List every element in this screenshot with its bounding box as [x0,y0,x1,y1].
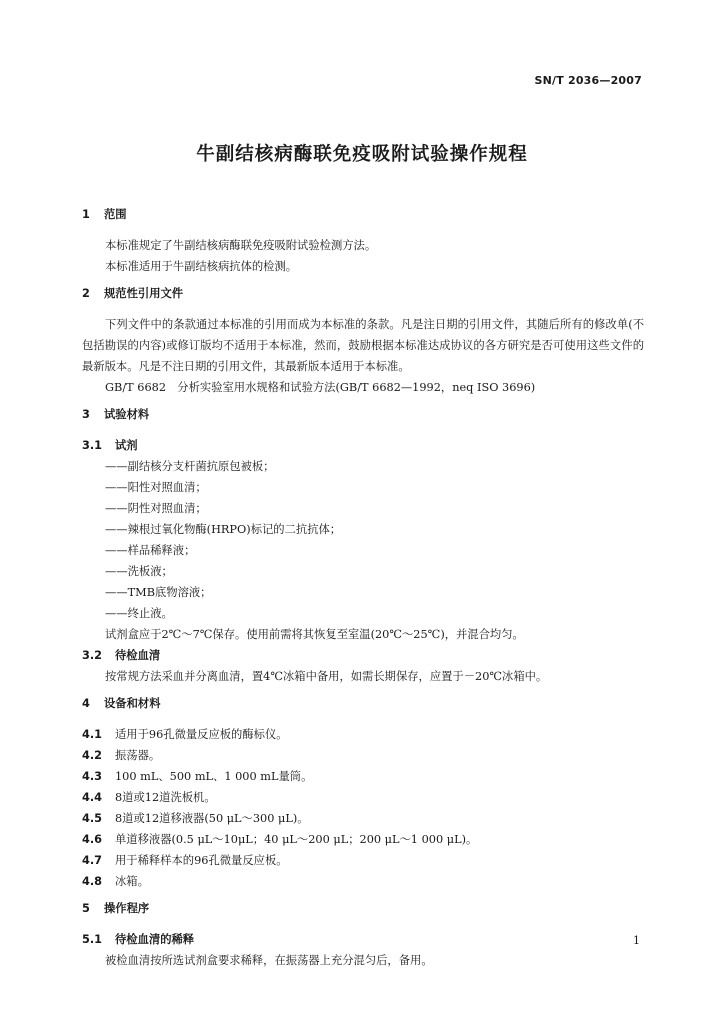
reagent-list-item: ——样品稀释液； [105,544,196,557]
equipment-item [82,808,644,829]
equipment-item [82,829,644,850]
reagent-list-item: ——终止液。 [105,607,173,620]
item-text: 8道或12道移液器(50 μL～300 μL)。 [115,812,309,825]
item-number: 4.3 [82,770,103,783]
equipment-item [82,724,644,745]
paragraph: 本标准适用于牛副结核病抗体的检测。 [105,260,298,273]
section-title: 操作程序 [104,902,150,915]
item-number: 4.7 [82,854,103,867]
section-heading-3 [82,404,644,425]
item-text: 100 mL、500 mL、1 000 mL量筒。 [115,770,313,783]
item-number: 4.4 [82,791,103,804]
reagent-list-item: ——TMB底物溶液； [105,586,212,599]
section-heading-4 [82,693,644,714]
reagent-list-item: ——阴性对照血清； [105,502,207,515]
item-number: 4.6 [82,833,103,846]
section-title: 范围 [104,208,127,221]
section-heading-1 [82,204,644,225]
item-number: 4.8 [82,875,103,888]
item-text: 单道移液器(0.5 μL～10μL；40 μL～200 μL；200 μL～1 000 μL)。 [115,833,478,846]
reagent-list-item: ——洗板液； [105,565,173,578]
section-title: 设备和材料 [104,697,161,710]
section-number: 4 [82,697,90,710]
item-number: 4.2 [82,749,103,762]
item-text: 振荡器。 [115,749,161,762]
section-number: 5 [82,902,90,915]
reagent-list-item: ——副结核分支杆菌抗原包被板； [105,460,275,473]
storage-note: 试剂盒应于2℃～7℃保存。使用前需将其恢复至室温(20℃～25℃)，并混合均匀。 [105,628,524,641]
document-title: 牛副结核病酶联免疫吸附试验操作规程 [196,144,528,165]
section-heading-5 [82,898,644,919]
section-number: 3 [82,408,90,421]
subsection-title: 待检血清 [115,649,161,662]
item-text: 8道或12道洗板机。 [115,791,216,804]
item-text: 适用于96孔微量反应板的酶标仪。 [115,728,288,741]
subsection-title: 待检血清的稀释 [115,933,195,946]
paragraph: 被检血清按所选试剂盒要求稀释，在振荡器上充分混匀后，备用。 [105,954,433,967]
section-number: 1 [82,208,90,221]
subsection-number: 3.1 [82,439,103,452]
section-number: 2 [82,287,90,300]
subsection-title: 试剂 [115,439,138,452]
subsection-heading-3-2 [82,645,644,666]
equipment-item [82,766,644,787]
equipment-item [82,871,644,892]
reagent-list-item: ——辣根过氧化物酶(HRPO)标记的二抗抗体； [105,523,342,536]
item-text: 冰箱。 [115,875,149,888]
paragraph: 下列文件中的条款通过本标准的引用而成为本标准的条款。凡是注日期的引用文件，其随后所有的修改单(不包括勘误的内容)或修订版均不适用于本标准，然而，鼓励根据本标准达成协议的各方研究是否可使用这些文件的最新版本。凡是不注日期的引用文件，其最新版本适用于本标准。 [82,318,644,373]
item-text: 用于稀释样本的96孔微量反应板。 [115,854,288,867]
equipment-item [82,850,644,871]
subsection-number: 3.2 [82,649,103,662]
section-heading-2 [82,283,644,304]
page-number: 1 [633,934,640,947]
section-title: 规范性引用文件 [104,287,184,300]
equipment-item [82,745,644,766]
subsection-heading-5-1 [82,929,644,950]
item-number: 4.1 [82,728,103,741]
document-body [82,204,644,971]
subsection-number: 5.1 [82,933,103,946]
equipment-item [82,787,644,808]
reagent-list-item: ——阳性对照血清； [105,481,207,494]
reference-entry: GB/T 6682 分析实验室用水规格和试验方法(GB/T 6682—1992，neq ISO 3696) [105,381,536,394]
standard-code: SN/T 2036—2007 [534,74,642,87]
paragraph: 本标准规定了牛副结核病酶联免疫吸附试验检测方法。 [105,239,377,252]
subsection-heading-3-1 [82,435,644,456]
paragraph: 按常规方法采血并分离血清，置4℃冰箱中备用，如需长期保存，应置于－20℃冰箱中。 [105,670,548,683]
item-number: 4.5 [82,812,103,825]
section-title: 试验材料 [104,408,150,421]
